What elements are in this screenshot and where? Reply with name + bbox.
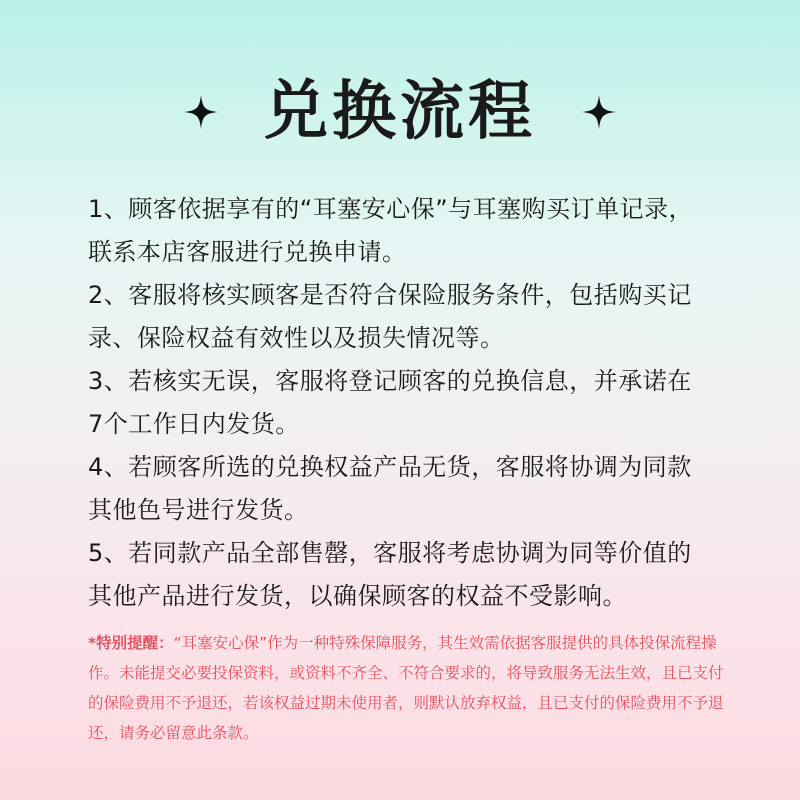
step-4-line-2: 其他色号进行发货。 bbox=[88, 496, 309, 524]
notice-label: *特别提醒： bbox=[88, 634, 174, 652]
sparkle-left-icon bbox=[184, 95, 218, 129]
title-row bbox=[0, 72, 800, 152]
step-3-line-1: 3、若核实无误，客服将登记顾客的兑换信息，并承诺在 bbox=[88, 367, 692, 395]
step-2-line-2: 录、保险权益有效性以及损失情况等。 bbox=[88, 324, 505, 352]
step-5-line-1: 5、若同款产品全部售罄，客服将考虑协调为同等价值的 bbox=[88, 539, 692, 567]
step-5-line-2: 其他产品进行发货，以确保顾客的权益不受影响。 bbox=[88, 582, 627, 610]
page-title: 兑换流程 bbox=[264, 75, 536, 149]
step-4-line-1: 4、若顾客所选的兑换权益产品无货，客服将协调为同款 bbox=[88, 453, 692, 481]
step-2-line-1: 2、客服将核实顾客是否符合保险服务条件，包括购买记 bbox=[88, 281, 692, 309]
step-3-line-2: 7个工作日内发货。 bbox=[88, 410, 300, 438]
notice-text: “耳塞安心保”作为一种特殊保障服务，其生效需依据客服提供的具体投保流程操作。未能提交必要投保资料，或资料不齐全、不符合要求的，将导致服务无法生效，且已支付的保险费用不予退还，若该权益过期未使用者，则默认放弃权益，且已支付的保险费用不予退还，请务必留意此条款。 bbox=[88, 634, 724, 742]
step-1-line-2: 联系本店客服进行兑换申请。 bbox=[88, 238, 407, 266]
sparkle-right-icon bbox=[582, 95, 616, 129]
special-notice bbox=[88, 628, 724, 748]
steps-list bbox=[88, 188, 728, 618]
step-1-line-1: 1、顾客依据享有的“耳塞安心保”与耳塞购买订单记录， bbox=[88, 195, 694, 223]
